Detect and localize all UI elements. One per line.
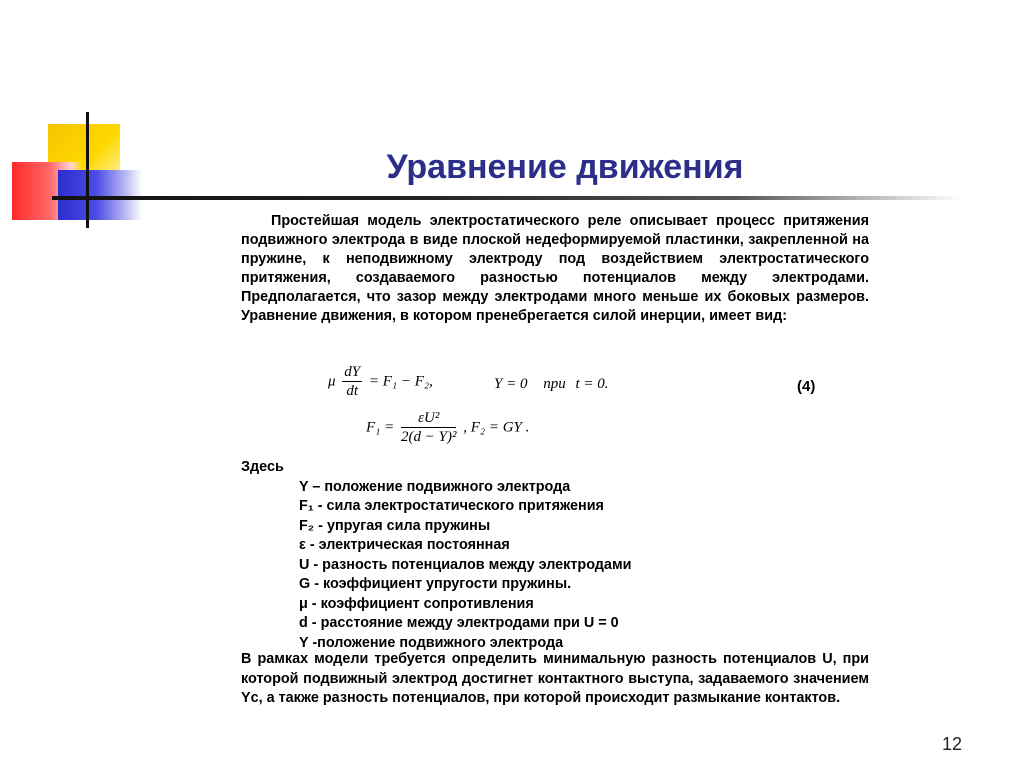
definition-item: F₂ - упругая сила пружины [299,517,491,534]
definition-item: μ - коэффициент сопротивления [299,595,534,612]
definitions-heading: Здесь [241,459,284,475]
definition-item: d - расстояние между электродами при U = 0 [299,615,619,631]
page-number: 12 [941,734,962,754]
eq4-mu: μ [328,373,336,390]
definition-item: G - коэффициент упругости пружины. [299,576,572,592]
equation-4 [328,364,433,410]
definition-item: ε - электрическая постоянная [299,537,510,553]
eq5-numerator: εU² [401,410,456,428]
eq4-condition [494,376,609,393]
conclusion-paragraph: В рамках модели требуется определить минимальную разность потенциалов U, при которой подвижный электрод достигнет контактного выступа, задаваемого значением Yc, а также разность потенциалов, при которой происходит размыкание контактов. [241,651,869,706]
eq5-fraction [401,410,456,446]
eq4-cond-pri: при [543,376,566,392]
definitions-list [241,458,631,653]
slide-title: Уравнение движения [386,148,744,186]
definition-item: Y -положение подвижного электрода [299,634,564,651]
equation-forces [366,410,529,446]
title-underline [52,196,962,200]
eq4-dY: dY [344,364,361,380]
eq5-F1: F₁ = [366,419,395,436]
equation-number: (4) [797,378,816,395]
eq4-cond-Y: Y = 0 [494,376,528,392]
eq4-cond-t: t = 0. [575,376,609,392]
definition-item: Y – положение подвижного электрода [299,478,571,495]
definition-item: U - разность потенциалов между электродами [299,556,632,573]
eq5-F2: , F₂ = GY . [463,419,530,436]
eq4-derivative [342,364,362,400]
eq5-denominator: 2(d − Y)² [401,429,457,445]
eq4-rhs: = F₁ − F₂, [368,373,433,390]
intro-paragraph: Простейшая модель электростатического реле описывает процесс притяжения подвижного электрода в виде плоской недеформируемой пластинки, закрепленной на пружине, к неподвижному электроду под воздействием электростатического притяжения, создаваемого разностью потенциалов между электродами. Предполагается, что зазор между электродами много меньше их боковых размеров. Уравнение движения, в котором пренебрегается силой инерции, имеет вид: [241,213,869,324]
definition-item: F₁ - сила электростатического притяжения [299,498,604,514]
eq4-dt: dt [346,383,359,399]
